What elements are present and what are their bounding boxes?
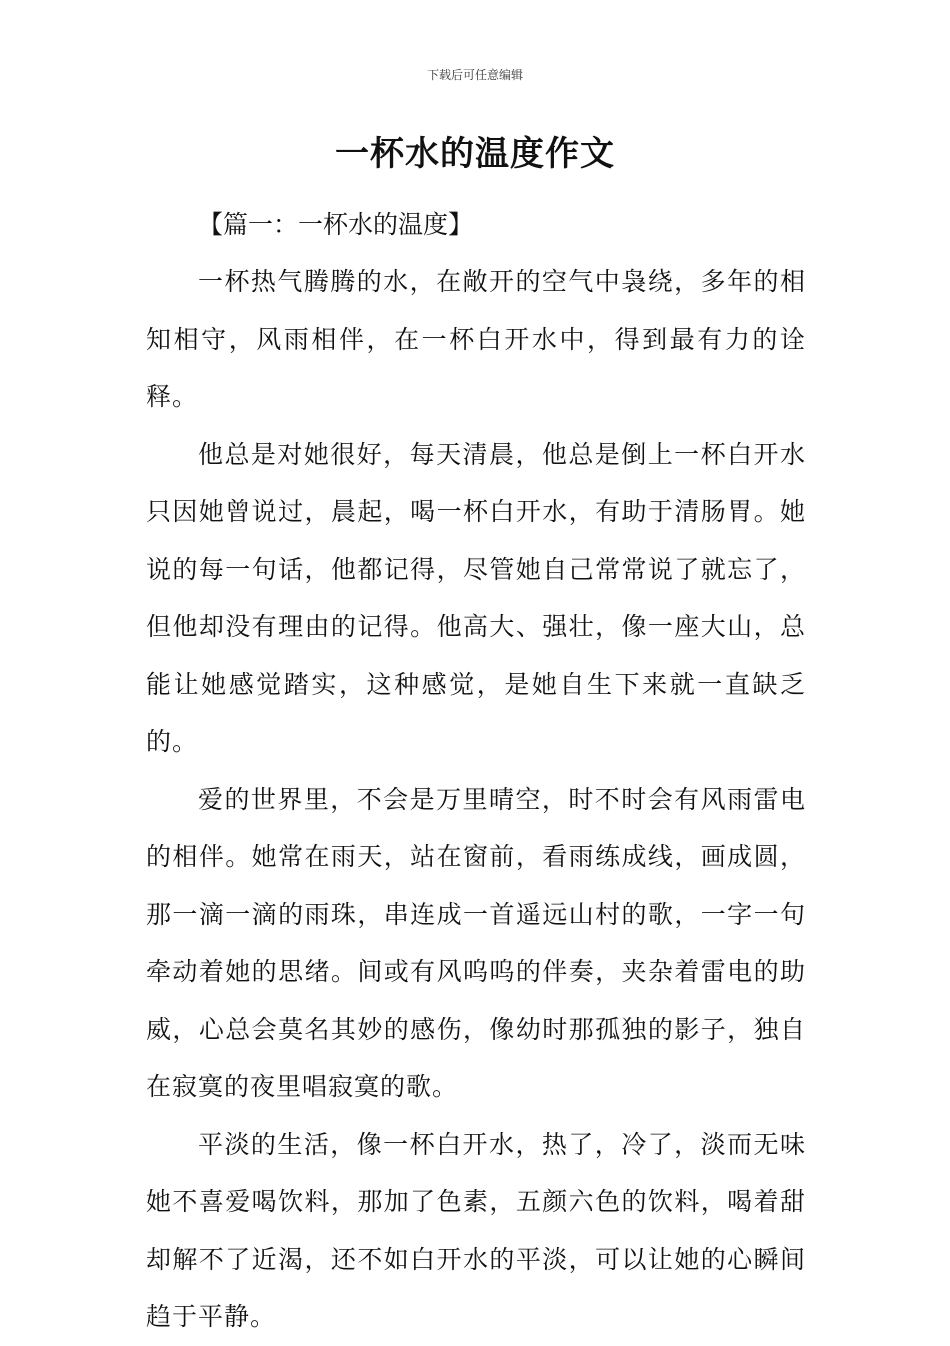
- paragraph-4: 平淡的生活，像一杯白开水，热了，冷了，淡而无味她不喜爱喝饮料，那加了色素，五颜六色的饮料，喝着甜却解不了近渴，还不如白开水的平淡，可以让她的心瞬间趋于平静。: [146, 1129, 806, 1331]
- document-body: [146, 196, 806, 1346]
- paragraph-3: 爱的世界里，不会是万里晴空，时不时会有风雨雷电的相伴。她常在雨天，站在窗前，看雨练成线，画成圆，那一滴一滴的雨珠，串连成一首遥远山村的歌，一字一句牵动着她的思绪。间或有风呜呜的伴奏，夹杂着雷电的助威，心总会莫名其妙的感伤，像幼时那孤独的影子，独自在寂寞的夜里唱寂寞的歌。: [146, 784, 806, 1101]
- section-heading: 【篇一：一杯水的温度】: [198, 210, 474, 239]
- document-title: 一杯水的温度作文: [335, 134, 615, 174]
- paragraph-2: 他总是对她很好，每天清晨，他总是倒上一杯白开水只因她曾说过，晨起，喝一杯白开水，有助于清肠胃。她说的每一句话，他都记得，尽管她自己常常说了就忘了，但他却没有理由的记得。他高大、强壮，像一座大山，总能让她感觉踏实，这种感觉，是她自生下来就一直缺乏的。: [146, 439, 806, 756]
- header-note: 下载后可任意编辑: [426, 68, 523, 82]
- paragraph-1: 一杯热气腾腾的水，在敞开的空气中袅绕，多年的相知相守，风雨相伴，在一杯白开水中，得到最有力的诠释。: [146, 267, 806, 411]
